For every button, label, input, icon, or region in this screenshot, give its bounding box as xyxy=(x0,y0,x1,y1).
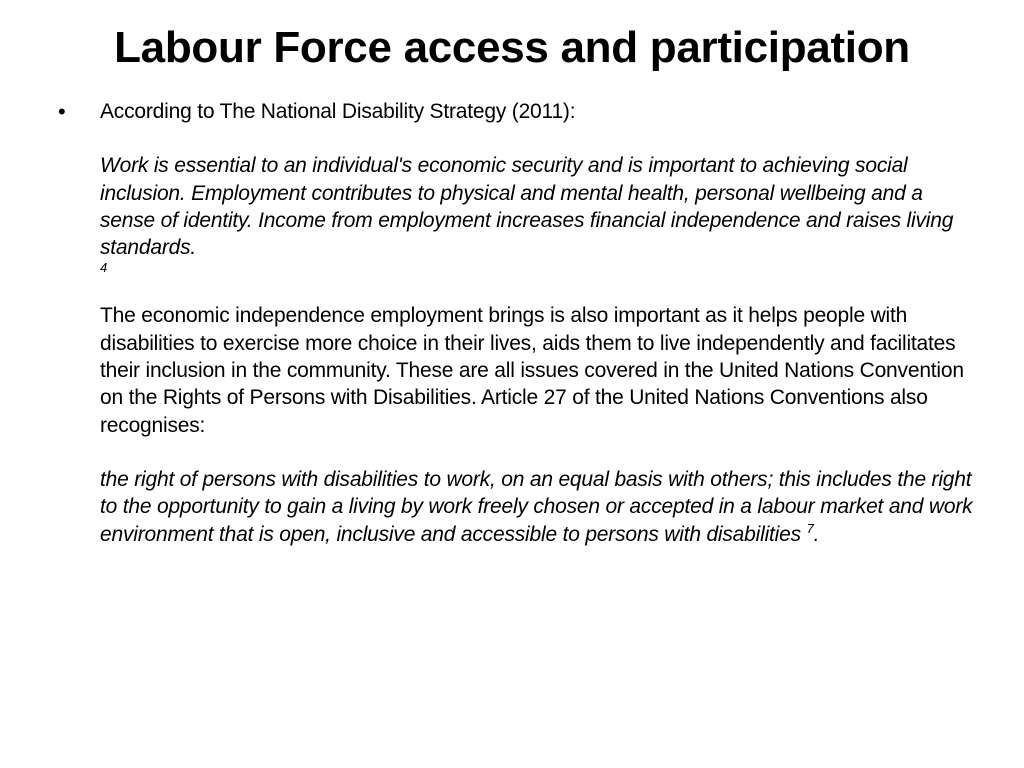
convention-quote xyxy=(100,466,980,548)
slide-title: Labour Force access and participation xyxy=(114,23,910,72)
strategy-quote-text: Work is essential to an individual's economic security and is important to achieving social inclusion. Employment contributes to physical and mental health, personal wellbeing and a sense of identity. Income from employment increases financial independence and raises living standards. xyxy=(100,154,954,260)
spacer xyxy=(100,439,980,466)
independence-paragraph: The economic independence employment brings is also important as it helps people with disabilities to exercise more choice in their lives, aids them to live independently and facilitates their inclusion in the community. These are all issues covered in the United Nations Convention on the Rights of Persons with Disabilities. Article 27 of the United Nations Conventions also recognises: xyxy=(100,304,964,437)
spacer xyxy=(100,125,980,152)
intro-text: According to The National Disability Strategy (2011): xyxy=(100,100,576,123)
footnote-marker-4: 4 xyxy=(100,260,108,276)
strategy-quote xyxy=(100,152,980,275)
spacer xyxy=(100,275,980,302)
convention-quote-text: the right of persons with disabilities to work, on an equal basis with others; this includes the right to the opportunity to gain a living by work freely chosen or accepted in a labour market and work environment that is open, inclusive and accessible to persons with disabilities xyxy=(100,467,973,546)
footnote-marker-7: 7 xyxy=(806,520,814,536)
bullet-marker: • xyxy=(58,99,66,124)
convention-quote-end: . xyxy=(813,522,820,546)
slide-body xyxy=(100,98,980,548)
